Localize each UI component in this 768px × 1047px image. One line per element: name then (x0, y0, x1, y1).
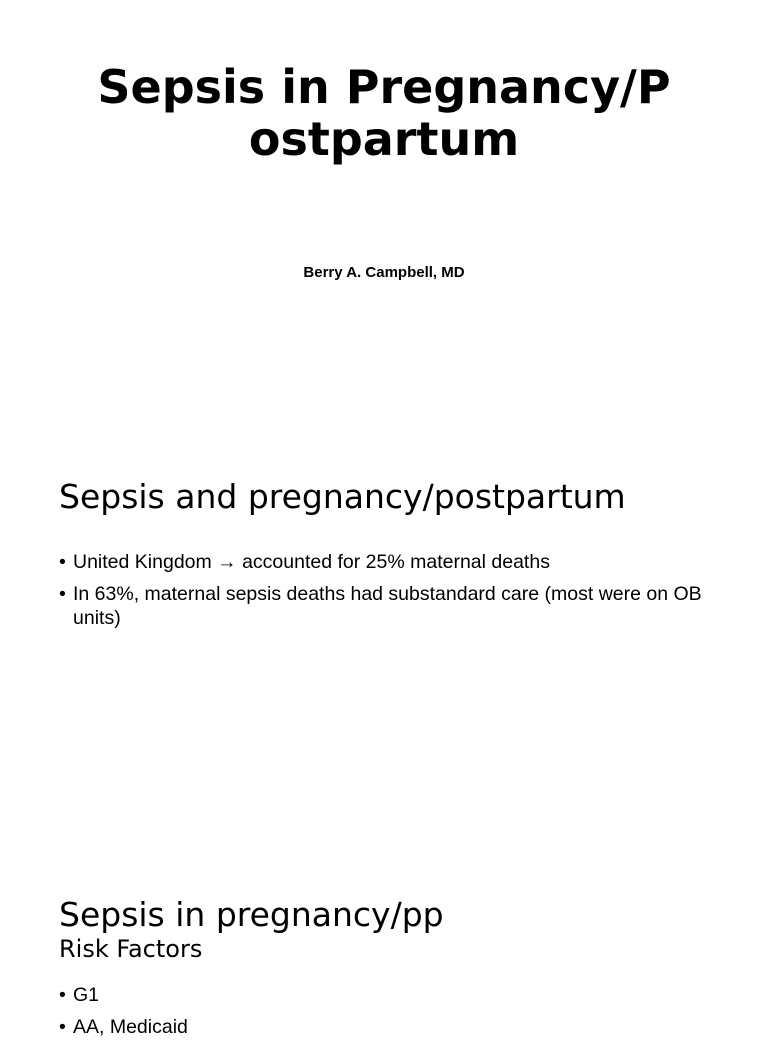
bullet-text: G1 (73, 984, 100, 1006)
author-name: Berry A. Campbell, MD (303, 264, 465, 281)
bullet-list (59, 983, 709, 1047)
list-item (59, 983, 709, 1007)
list-item (59, 550, 709, 574)
slide-heading: Sepsis and pregnancy/postpartum (59, 477, 626, 516)
bullet-list (59, 550, 709, 638)
bullet-text: AA, Medicaid (73, 1016, 188, 1038)
slide-subheading: Risk Factors (59, 935, 203, 963)
list-item (59, 582, 709, 630)
presentation-title: Sepsis in Pregnancy/Postpartum (97, 60, 671, 166)
bullet-glyph: • (59, 984, 66, 1006)
list-item (59, 1015, 709, 1039)
bullet-glyph: • (59, 1016, 66, 1038)
slide-heading: Sepsis in pregnancy/pp (59, 895, 444, 934)
bullet-text: In 63%, maternal sepsis deaths had substandard care (most were on OB units) (73, 583, 702, 629)
bullet-glyph: • (59, 583, 66, 605)
bullet-text: United Kingdom → accounted for 25% maternal deaths (73, 551, 550, 573)
bullet-glyph: • (59, 551, 66, 573)
